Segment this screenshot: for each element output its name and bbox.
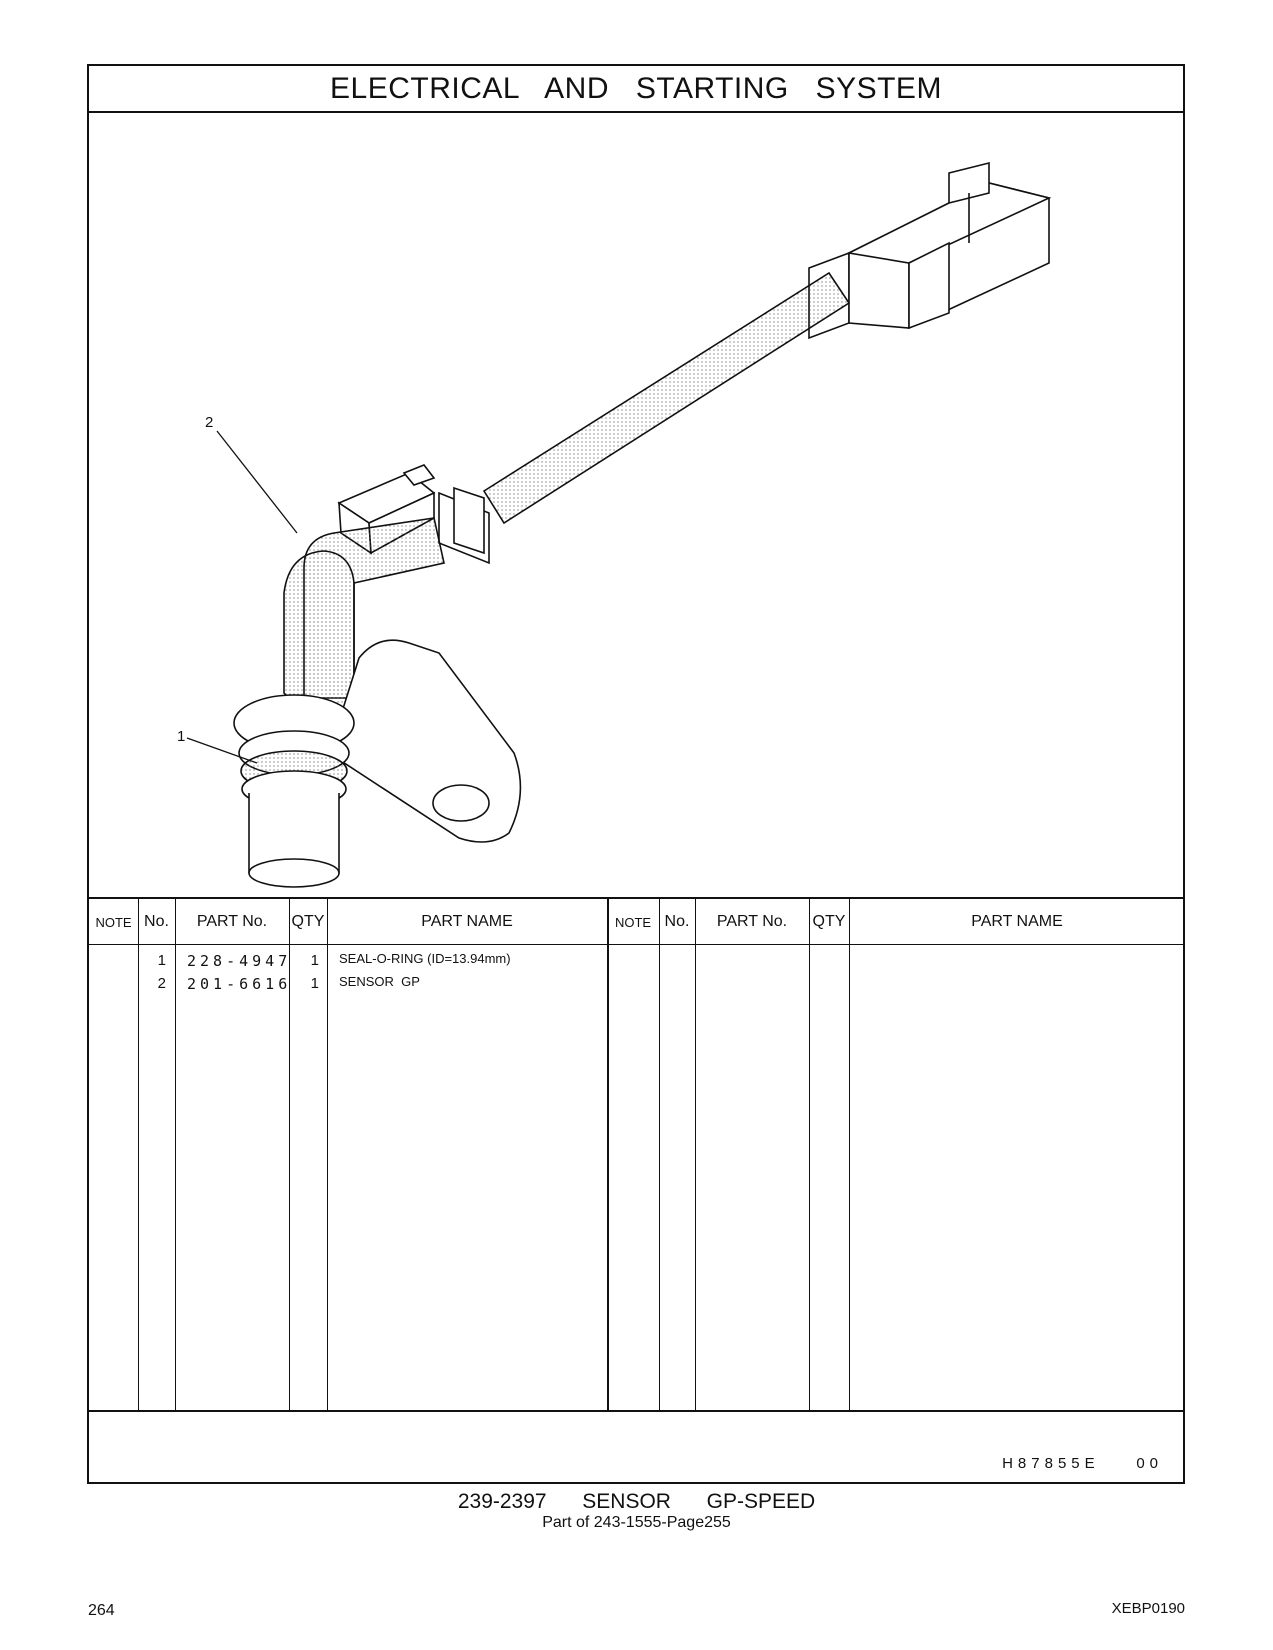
parts-illustration — [89, 113, 1183, 897]
parts-page-frame — [87, 64, 1185, 1484]
sensor-cable — [484, 273, 849, 523]
row2-no: 2 — [157, 975, 166, 992]
speed-sensor-drawing — [89, 113, 1187, 897]
header-no-left: No. — [144, 913, 169, 930]
connector-plug — [809, 163, 1049, 338]
row2-qty: 1 — [310, 975, 319, 992]
callout-2: 2 — [205, 414, 214, 431]
sensor-body — [234, 695, 354, 887]
illustration-code-box — [89, 1410, 1183, 1484]
row2-part-no: 201-6616 — [187, 975, 292, 993]
assembly-subcaption: Part of 243-1555-Page255 — [542, 1514, 731, 1531]
document-id: XEBP0190 — [1111, 1600, 1185, 1617]
header-part-name-right: PART NAME — [971, 913, 1063, 930]
row1-qty: 1 — [310, 952, 319, 969]
callout-1: 1 — [177, 728, 186, 745]
row1-no: 1 — [157, 952, 166, 969]
header-part-no-left: PART No. — [196, 913, 268, 930]
row1-part-no: 228-4947 — [187, 952, 292, 970]
header-no-right: No. — [664, 913, 690, 930]
parts-table — [89, 897, 1183, 1410]
page-number: 264 — [88, 1602, 115, 1619]
illustration-code: H87855E 00 — [1002, 1455, 1163, 1472]
row1-part-name: SEAL-O-RING (ID=13.94mm) — [339, 951, 511, 966]
mounting-bracket — [329, 640, 520, 842]
header-qty-left: QTY — [291, 913, 325, 930]
header-note-right: NOTE — [614, 914, 652, 930]
section-title: ELECTRICAL AND STARTING SYSTEM — [89, 66, 1183, 113]
header-part-no-right: PART No. — [716, 913, 788, 930]
header-part-name-left: PART NAME — [421, 913, 513, 930]
row2-part-name: SENSOR GP — [339, 974, 420, 989]
header-note-left: NOTE — [95, 914, 132, 930]
header-qty-right: QTY — [812, 913, 846, 930]
assembly-caption: 239-2397 SENSOR GP-SPEED — [457, 1490, 816, 1513]
